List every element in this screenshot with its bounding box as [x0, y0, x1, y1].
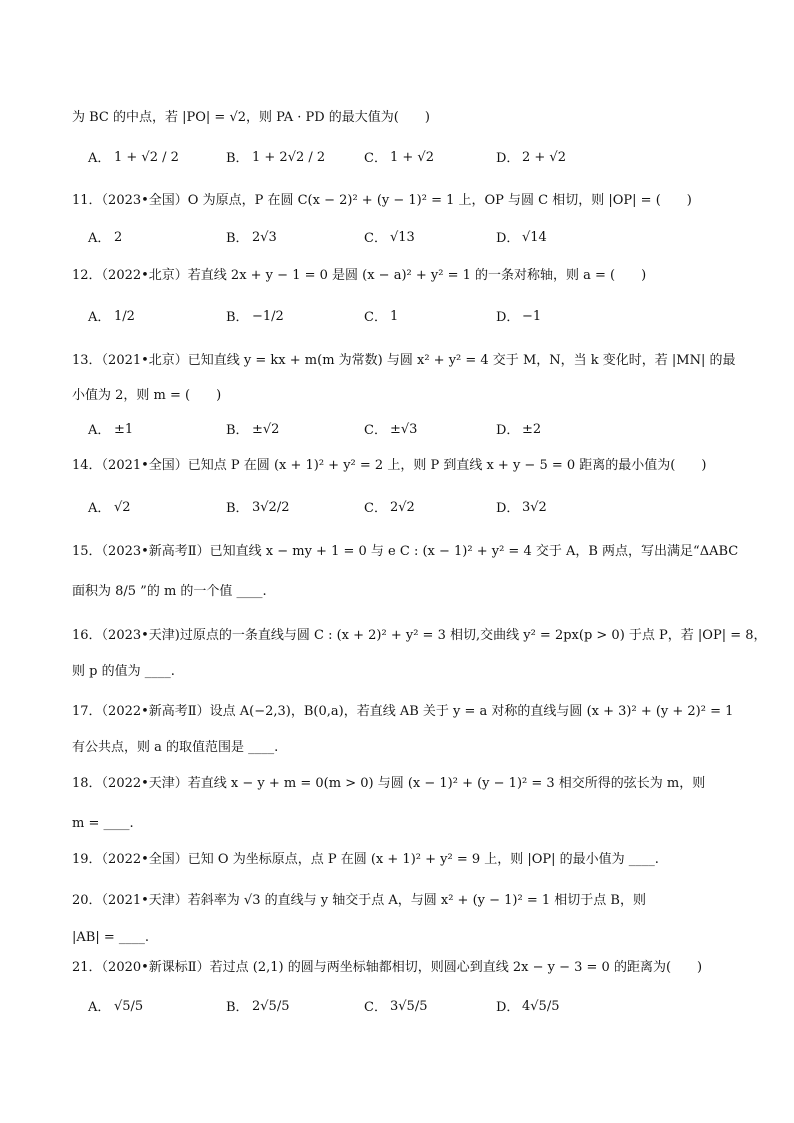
question-12-stem: 12．（2022•北京）若直线 2x + y − 1 = 0 是圆 (x − a)² + y² = 1 的一条对称轴，则 a = ( ): [72, 268, 647, 283]
option-a: A． 2: [88, 230, 123, 246]
question-11-options: [88, 224, 734, 252]
question-10-stem: 为 BC 的中点，若 |PO| = √2，则 PA · PD 的最大值为( ): [72, 110, 430, 125]
question-13-options: [88, 416, 734, 444]
option-d: D． ±2: [496, 422, 542, 438]
option-a: A． √2: [88, 500, 131, 516]
option-a: A． 1 + √2 / 2: [88, 150, 179, 166]
question-11-stem: 11．（2023•全国）O 为原点，P 在圆 C(x − 2)² + (y − 1)² = 1 上，OP 与圆 C 相切，则 |OP| = ( ): [72, 193, 692, 208]
question-13-stem: 13．（2021•北京）已知直线 y = kx + m(m 为常数) 与圆 x² + y² = 4 交于 M，N，当 k 变化时，若 |MN| 的最: [72, 353, 736, 368]
option-d: D． √14: [496, 230, 547, 246]
option-a: A． ±1: [88, 422, 134, 438]
option-d: D． −1: [496, 309, 542, 325]
question-21-options: [88, 993, 734, 1021]
option-d: D． 2 + √2: [496, 150, 566, 166]
option-a: A． √5/5: [88, 999, 144, 1015]
question-20-stem: 20．（2021•天津）若斜率为 √3 的直线与 y 轴交于点 A，与圆 x² + (y − 1)² = 1 相切于点 B，则: [72, 893, 646, 908]
question-16-stem: 16．（2023•天津)过原点的一条直线与圆 C : (x + 2)² + y² = 3 相切,交曲线 y² = 2px(p > 0) 于点 P，若 |OP| = 8，: [72, 628, 767, 643]
option-d: D． 4√5/5: [496, 999, 560, 1015]
question-17-stem-cont: 有公共点，则 a 的取值范围是 ____.: [72, 740, 279, 755]
question-15-stem: 15．（2023•新高考Ⅱ）已知直线 x − my + 1 = 0 与 e C : (x − 1)² + y² = 4 交于 A，B 两点，写出满足“ΔABC: [72, 544, 739, 559]
question-16-stem-cont: 则 p 的值为 ____.: [72, 664, 175, 679]
option-b: B． ±√2: [226, 422, 280, 438]
option-b: B． 3√2/2: [226, 500, 290, 516]
option-b: B． 2√5/5: [226, 999, 290, 1015]
option-a: A． 1/2: [88, 309, 135, 325]
option-c: C． 3√5/5: [364, 999, 428, 1015]
option-c: C． √13: [364, 230, 415, 246]
question-18-stem-cont: m = ____.: [72, 816, 134, 831]
option-c: C． 1 + √2: [364, 150, 434, 166]
question-17-stem: 17．（2022•新高考Ⅱ）设点 A(−2,3)，B(0,a)，若直线 AB 关于 y = a 对称的直线与圆 (x + 3)² + (y + 2)² = 1: [72, 704, 734, 719]
question-14-options: [88, 494, 734, 522]
option-b: B． 1 + 2√2 / 2: [226, 150, 326, 166]
option-c: C． 1: [364, 309, 399, 325]
option-d: D． 3√2: [496, 500, 547, 516]
option-b: B． 2√3: [226, 230, 277, 246]
question-21-stem: 21．（2020•新课标Ⅱ）若过点 (2,1) 的圆与两坐标轴都相切，则圆心到直线 2x − y − 3 = 0 的距离为( ): [72, 960, 703, 975]
option-b: B． −1/2: [226, 309, 284, 325]
question-20-stem-cont: |AB| = ____.: [72, 930, 149, 945]
question-19-stem: 19．（2022•全国）已知 O 为坐标原点，点 P 在圆 (x + 1)² + y² = 9 上，则 |OP| 的最小值为 ____.: [72, 852, 659, 867]
question-10-options: [88, 144, 734, 172]
question-18-stem: 18．（2022•天津）若直线 x − y + m = 0(m > 0) 与圆 (x − 1)² + (y − 1)² = 3 相交所得的弦长为 m，则: [72, 776, 706, 791]
question-12-options: [88, 303, 734, 331]
question-13-stem-cont: 小值为 2，则 m = ( ): [72, 388, 222, 403]
option-c: C． 2√2: [364, 500, 415, 516]
question-14-stem: 14．（2021•全国）已知点 P 在圆 (x + 1)² + y² = 2 上，则 P 到直线 x + y − 5 = 0 距离的最小值为( ): [72, 458, 707, 473]
question-15-stem-cont: 面积为 8/5 ”的 m 的一个值 ____.: [72, 584, 267, 599]
option-c: C． ±√3: [364, 422, 418, 438]
